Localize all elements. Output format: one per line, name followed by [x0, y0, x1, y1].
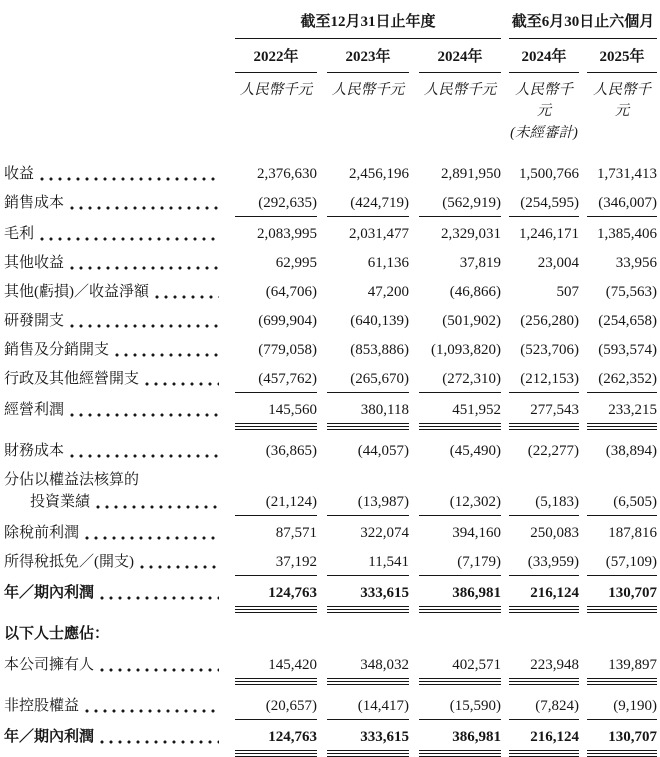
value: (265,670) [327, 369, 409, 393]
value: (346,007) [587, 193, 657, 217]
value: 1,500,766 [519, 166, 579, 182]
value: (292,635) [235, 193, 317, 217]
value: 87,571 [275, 525, 317, 541]
value-cell [235, 727, 317, 757]
table-row [4, 311, 657, 334]
value: 33,956 [615, 255, 657, 271]
value: 250,083 [530, 525, 579, 541]
table-row [4, 164, 657, 187]
value-cell [419, 696, 501, 720]
value: 451,952 [419, 400, 501, 424]
value: 333,615 [327, 583, 409, 607]
table-row [4, 655, 657, 685]
value: (212,153) [509, 369, 579, 393]
value-cell [587, 340, 657, 363]
value-cell [419, 441, 501, 464]
row-label: 經營利潤 [4, 402, 65, 418]
period-annual-header: 截至12月31日止年度 [235, 12, 501, 39]
value-cell [419, 552, 501, 576]
value: (424,719) [327, 193, 409, 217]
value-cell [509, 369, 579, 393]
value: (640,139) [350, 313, 409, 329]
value: (33,959) [509, 552, 579, 576]
value-cell [587, 552, 657, 576]
value: (75,563) [605, 284, 657, 300]
value: (36,865) [265, 443, 317, 459]
unaudited-note: (未經審計) [510, 125, 578, 141]
value: 47,200 [367, 284, 409, 300]
value-cell [327, 311, 409, 334]
value-cell [419, 492, 501, 516]
row-label: 財務成本 [4, 443, 65, 459]
value-cell [235, 696, 317, 720]
value-cell [419, 340, 501, 363]
value-cell [235, 369, 317, 393]
value: 23,004 [537, 255, 579, 271]
value: 1,385,406 [597, 226, 657, 242]
header-currency-row [4, 80, 657, 122]
value: (12,302) [419, 492, 501, 516]
value: 187,816 [608, 525, 657, 541]
leader-dots [70, 193, 219, 213]
value: 386,981 [419, 727, 501, 751]
leader-dots [70, 311, 219, 331]
value-cell [235, 253, 317, 276]
value: (20,657) [235, 696, 317, 720]
table-row [4, 583, 657, 613]
value-cell [587, 193, 657, 217]
value: (457,762) [235, 369, 317, 393]
value: 2,376,630 [257, 166, 317, 182]
value: 139,897 [587, 655, 657, 679]
value-cell [327, 369, 409, 393]
leader-dots [70, 400, 219, 420]
value-cell [509, 655, 579, 685]
value: 37,192 [235, 552, 317, 576]
value-cell [509, 164, 579, 187]
value: (46,866) [449, 284, 501, 300]
row-label: 其他(虧損)／收益淨額 [4, 284, 149, 300]
leader-dots [140, 552, 219, 572]
currency-unit-label: 人民幣千元 [593, 82, 651, 119]
value-cell [587, 655, 657, 685]
leader-dots [85, 523, 219, 543]
leader-dots [70, 253, 219, 273]
value-cell [235, 441, 317, 464]
leader-dots [40, 224, 219, 244]
value-cell [235, 311, 317, 334]
table-row [4, 253, 657, 276]
currency-unit-label: 人民幣千元 [331, 82, 405, 98]
value-cell [587, 311, 657, 334]
value-cell [587, 253, 657, 276]
header-period-groups [4, 12, 657, 39]
value: (14,417) [327, 696, 409, 720]
row-label: 年／期內利潤 [4, 729, 95, 745]
value-cell [235, 340, 317, 363]
value-cell [327, 492, 409, 516]
row-label: 分佔以權益法核算的 [4, 472, 140, 488]
value-cell [327, 552, 409, 576]
header-unaudited-row [4, 123, 657, 144]
value: (262,352) [587, 369, 657, 393]
value-cell [419, 164, 501, 187]
leader-dots [70, 441, 219, 461]
value: 348,032 [327, 655, 409, 679]
row-label: 銷售成本 [4, 195, 65, 211]
value-cell [235, 224, 317, 247]
value-cell [509, 224, 579, 247]
value-cell [587, 583, 657, 613]
value: 145,560 [235, 400, 317, 424]
value: (57,109) [587, 552, 657, 576]
value-cell [509, 441, 579, 464]
value-cell [327, 224, 409, 247]
row-label: 非控股權益 [4, 698, 80, 714]
value-cell [419, 523, 501, 546]
value-cell [587, 696, 657, 720]
value: 333,615 [327, 727, 409, 751]
value-cell [235, 583, 317, 613]
value-cell [235, 282, 317, 305]
value-cell [509, 552, 579, 576]
value-cell [235, 193, 317, 217]
value-cell [419, 727, 501, 757]
year-column-header: 2024年 [509, 46, 579, 73]
value: (38,894) [605, 443, 657, 459]
value-cell [587, 492, 657, 516]
value: (853,886) [350, 342, 409, 358]
row-label: 所得稅抵免／(開支) [4, 554, 134, 570]
leader-dots [85, 696, 219, 716]
row-label: 除稅前利潤 [4, 525, 80, 541]
row-label: 收益 [4, 166, 35, 182]
table-row [4, 727, 657, 757]
value: (254,658) [598, 313, 657, 329]
value: (593,574) [598, 342, 657, 358]
value-cell [587, 727, 657, 757]
value-cell [419, 583, 501, 613]
year-column-header: 2025年 [587, 46, 657, 73]
row-label: 行政及其他經營開支 [4, 371, 140, 387]
value-cell [587, 369, 657, 393]
value: 386,981 [419, 583, 501, 607]
table-row [4, 552, 657, 576]
value-cell [327, 655, 409, 685]
value-cell [327, 727, 409, 757]
value: 277,543 [509, 400, 579, 424]
value-cell [327, 253, 409, 276]
value-cell [327, 400, 409, 430]
value: 62,995 [275, 255, 317, 271]
value: 1,731,413 [597, 166, 657, 182]
value-cell [235, 552, 317, 576]
value: 216,124 [509, 583, 579, 607]
value: (523,706) [520, 342, 579, 358]
value-cell [327, 164, 409, 187]
leader-dots [115, 340, 219, 360]
table-row [4, 193, 657, 217]
year-column-header: 2023年 [327, 46, 409, 73]
value: (501,902) [442, 313, 501, 329]
leader-dots [145, 369, 219, 389]
value-cell [509, 583, 579, 613]
value: (779,058) [258, 342, 317, 358]
value-cell [509, 193, 579, 217]
value-cell [419, 369, 501, 393]
value-cell [419, 282, 501, 305]
year-column-header: 2022年 [235, 46, 317, 73]
leader-dots [100, 655, 219, 675]
value: (7,824) [509, 696, 579, 720]
value-cell [509, 400, 579, 430]
value-cell [509, 492, 579, 516]
value: 507 [556, 284, 579, 300]
row-label: 其他收益 [4, 255, 65, 271]
value-cell [509, 282, 579, 305]
value-cell [509, 253, 579, 276]
value-cell [509, 696, 579, 720]
table-row [4, 696, 657, 720]
value: (44,057) [357, 443, 409, 459]
value-cell [419, 311, 501, 334]
value-cell [327, 583, 409, 613]
value: (22,277) [527, 443, 579, 459]
row-label: 以下人士應佔： [4, 626, 110, 642]
table-row [4, 369, 657, 393]
currency-unit-label: 人民幣千元 [515, 82, 573, 119]
leader-dots [155, 282, 219, 302]
value-cell [327, 441, 409, 464]
currency-unit-label: 人民幣千元 [423, 82, 497, 98]
value: (256,280) [520, 313, 579, 329]
value-cell [419, 655, 501, 685]
table-row [4, 470, 657, 491]
value-cell [587, 523, 657, 546]
value-cell [235, 655, 317, 685]
value: (562,919) [419, 193, 501, 217]
value-cell [587, 164, 657, 187]
row-label: 研發開支 [4, 313, 65, 329]
table-body [4, 164, 657, 757]
value-cell [327, 282, 409, 305]
value: (1,093,820) [431, 342, 501, 358]
leader-dots [100, 727, 219, 747]
period-interim-header: 截至6月30日止六個月 [509, 12, 657, 39]
value: 233,215 [587, 400, 657, 424]
value: (254,595) [509, 193, 579, 217]
value-cell [327, 193, 409, 217]
value: (15,590) [419, 696, 501, 720]
value-cell [235, 492, 317, 516]
table-row [4, 624, 657, 645]
value: 130,707 [587, 583, 657, 607]
leader-dots [100, 583, 219, 603]
value: (9,190) [587, 696, 657, 720]
year-column-header: 2024年 [419, 46, 501, 73]
value-cell [587, 441, 657, 464]
value: 223,948 [509, 655, 579, 679]
value: 2,031,477 [349, 226, 409, 242]
leader-dots [96, 492, 219, 512]
value: 61,136 [367, 255, 409, 271]
table-row [4, 492, 657, 516]
value-cell [509, 340, 579, 363]
value: (272,310) [419, 369, 501, 393]
value: 2,456,196 [349, 166, 409, 182]
value: (64,706) [265, 284, 317, 300]
value: 145,420 [235, 655, 317, 679]
header-years-row [4, 46, 657, 73]
value: 124,763 [235, 583, 317, 607]
value-cell [327, 523, 409, 546]
table-row [4, 224, 657, 247]
value: (45,490) [449, 443, 501, 459]
value-cell [587, 400, 657, 430]
value: 402,571 [419, 655, 501, 679]
value: 124,763 [235, 727, 317, 751]
value-cell [235, 164, 317, 187]
value-cell [419, 400, 501, 430]
value-cell [509, 727, 579, 757]
value-cell [419, 224, 501, 247]
value: 2,083,995 [257, 226, 317, 242]
value: (5,183) [509, 492, 579, 516]
value-cell [587, 224, 657, 247]
value: 2,891,950 [441, 166, 501, 182]
value: 216,124 [509, 727, 579, 751]
row-label: 年／期內利潤 [4, 585, 95, 601]
value: 11,541 [327, 552, 409, 576]
value-cell [419, 253, 501, 276]
value-cell [327, 340, 409, 363]
value-cell [509, 523, 579, 546]
value-cell [235, 523, 317, 546]
value: (13,987) [327, 492, 409, 516]
value: 394,160 [452, 525, 501, 541]
table-row [4, 400, 657, 430]
value-cell [587, 282, 657, 305]
value-cell [509, 311, 579, 334]
table-row [4, 340, 657, 363]
value: 130,707 [587, 727, 657, 751]
value: 380,118 [327, 400, 409, 424]
value: (6,505) [587, 492, 657, 516]
currency-unit-label: 人民幣千元 [239, 82, 313, 98]
value: 322,074 [360, 525, 409, 541]
value: 2,329,031 [441, 226, 501, 242]
value: 1,246,171 [519, 226, 579, 242]
value-cell [327, 696, 409, 720]
table-row [4, 441, 657, 464]
row-label: 銷售及分銷開支 [4, 342, 110, 358]
value: (21,124) [235, 492, 317, 516]
value-cell [235, 400, 317, 430]
value: (7,179) [419, 552, 501, 576]
row-label: 投資業績 [30, 494, 91, 510]
row-label: 本公司擁有人 [4, 657, 95, 673]
value: (699,904) [258, 313, 317, 329]
value: 37,819 [459, 255, 501, 271]
leader-dots [40, 164, 219, 184]
value-cell [419, 193, 501, 217]
table-row [4, 282, 657, 305]
row-label: 毛利 [4, 226, 35, 242]
table-row [4, 523, 657, 546]
